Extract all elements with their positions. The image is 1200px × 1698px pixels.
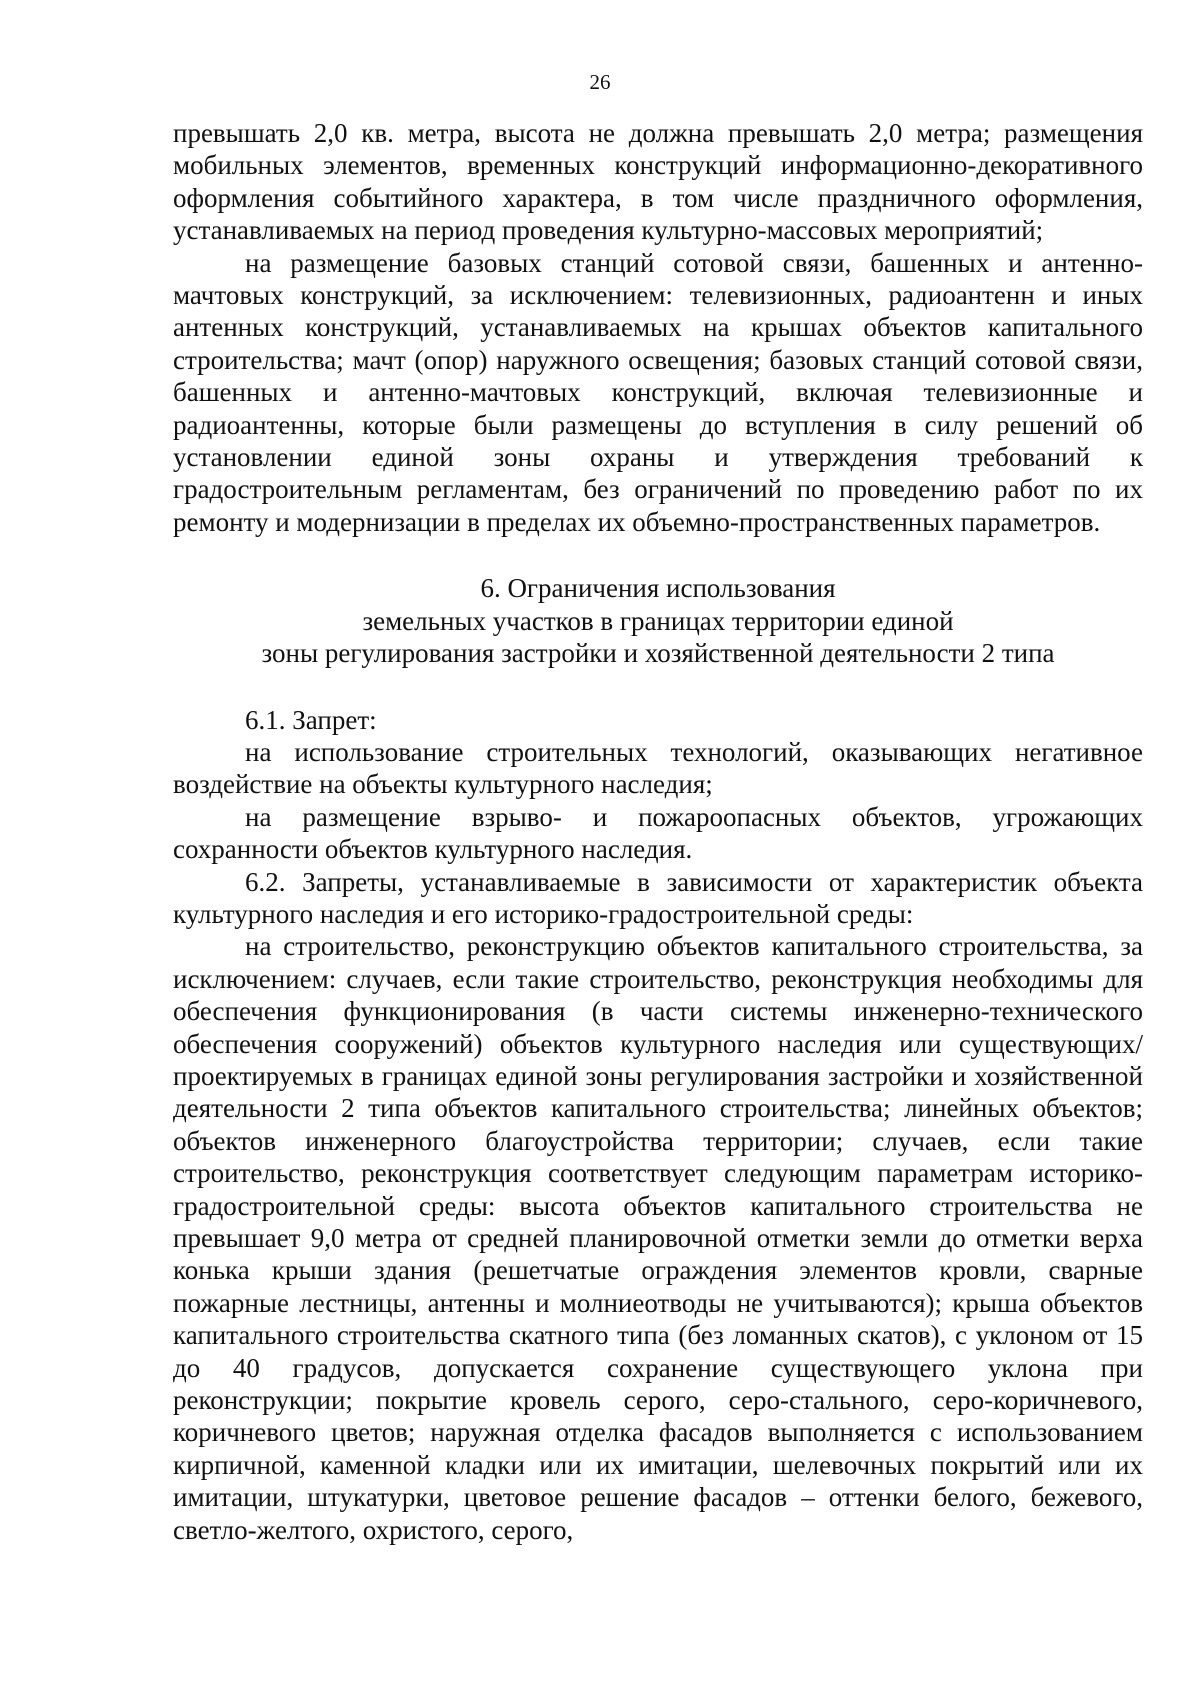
paragraph-3: 6.1. Запрет:	[245, 704, 377, 735]
paragraph-4: на использование строительных технологий, оказывающих негативное воздействие на объекты культурного наследия;	[173, 736, 1143, 800]
section-heading-line-2: земельных участков в границах территории единой	[362, 605, 954, 636]
paragraph-7: на строительство, реконструкцию объектов капитального строительства, за исключением: случаев, если такие строительство, реконструкция необходимы для обеспечения функционирования (в части системы инженерно-технического обеспечения сооружений) объектов культурного наследия или существующих/проектируемых в границах единой зоны регулирования застройки и хозяйственной деятельности 2 типа объектов капитального строительства; линейных объектов; объектов инженерного благоустройства территории; случаев, если такие строительство, реконструкция соответствует следующим параметрам историко-градостроительной среды: высота объектов капитального строительства не превышает 9,0 метра от средней планировочной отметки земли до отметки верха конька крыши здания (решетчатые ограждения элементов кровли, сварные пожарные лестницы, антенны и молниеотводы не учитываются); крыша объектов капитального строительства скатного типа (без ломанных скатов), с уклоном от 15 до 40 градусов, допускается сохранение существующего уклона при реконструкции; покрытие кровель серого, серо-стального, серо-коричневого, коричневого цветов; наружная отделка фасадов выполняется с использованием кирпичной, каменной кладки или их имитации, шелевочных покрытий или их имитации, штукатурки, цветовое решение фасадов – оттенки белого, бежевого, светло-желтого, охристого, серого,	[173, 931, 1143, 1545]
paragraph-2: на размещение базовых станций сотовой связи, башенных и антенно-мачтовых конструкций, за исключением: телевизионных, радиоантенн и иных антенных конструкций, устанавливаемых на крышах объектов капитального строительства; мачт (опор) наружного освещения; базовых станций сотовой связи, башенных и антенно-мачтовых конструкций, включая телевизионные и радиоантенны, которые были размещены до вступления в силу решений об установлении единой зоны охраны и утверждения требований к градостроительным регламентам, без ограничений по проведению работ по их ремонту и модернизации в пределах их объемно-пространственных параметров.	[173, 247, 1143, 537]
paragraph-6: 6.2. Запреты, устанавливаемые в зависимости от характеристик объекта культурного наследия и его историко-градостроительной среды:	[173, 866, 1143, 929]
section-heading	[173, 572, 1143, 669]
document-body	[173, 117, 1143, 1546]
paragraph-5: на размещение взрыво- и пожароопасных объектов, угрожающих сохранности объектов культурного наследия.	[173, 801, 1143, 865]
section-heading-line-1: 6. Ограничения использования	[480, 573, 836, 604]
page-number: 26	[589, 70, 611, 94]
section-heading-line-3: зоны регулирования застройки и хозяйственной деятельности 2 типа	[261, 638, 1055, 669]
paragraph-1: превышать 2,0 кв. метра, высота не должна превышать 2,0 метра; размещения мобильных элементов, временных конструкций информационно-декоративного оформления событийного характера, в том числе праздничного оформления, устанавливаемых на период проведения культурно-массовых мероприятий;	[173, 118, 1143, 246]
